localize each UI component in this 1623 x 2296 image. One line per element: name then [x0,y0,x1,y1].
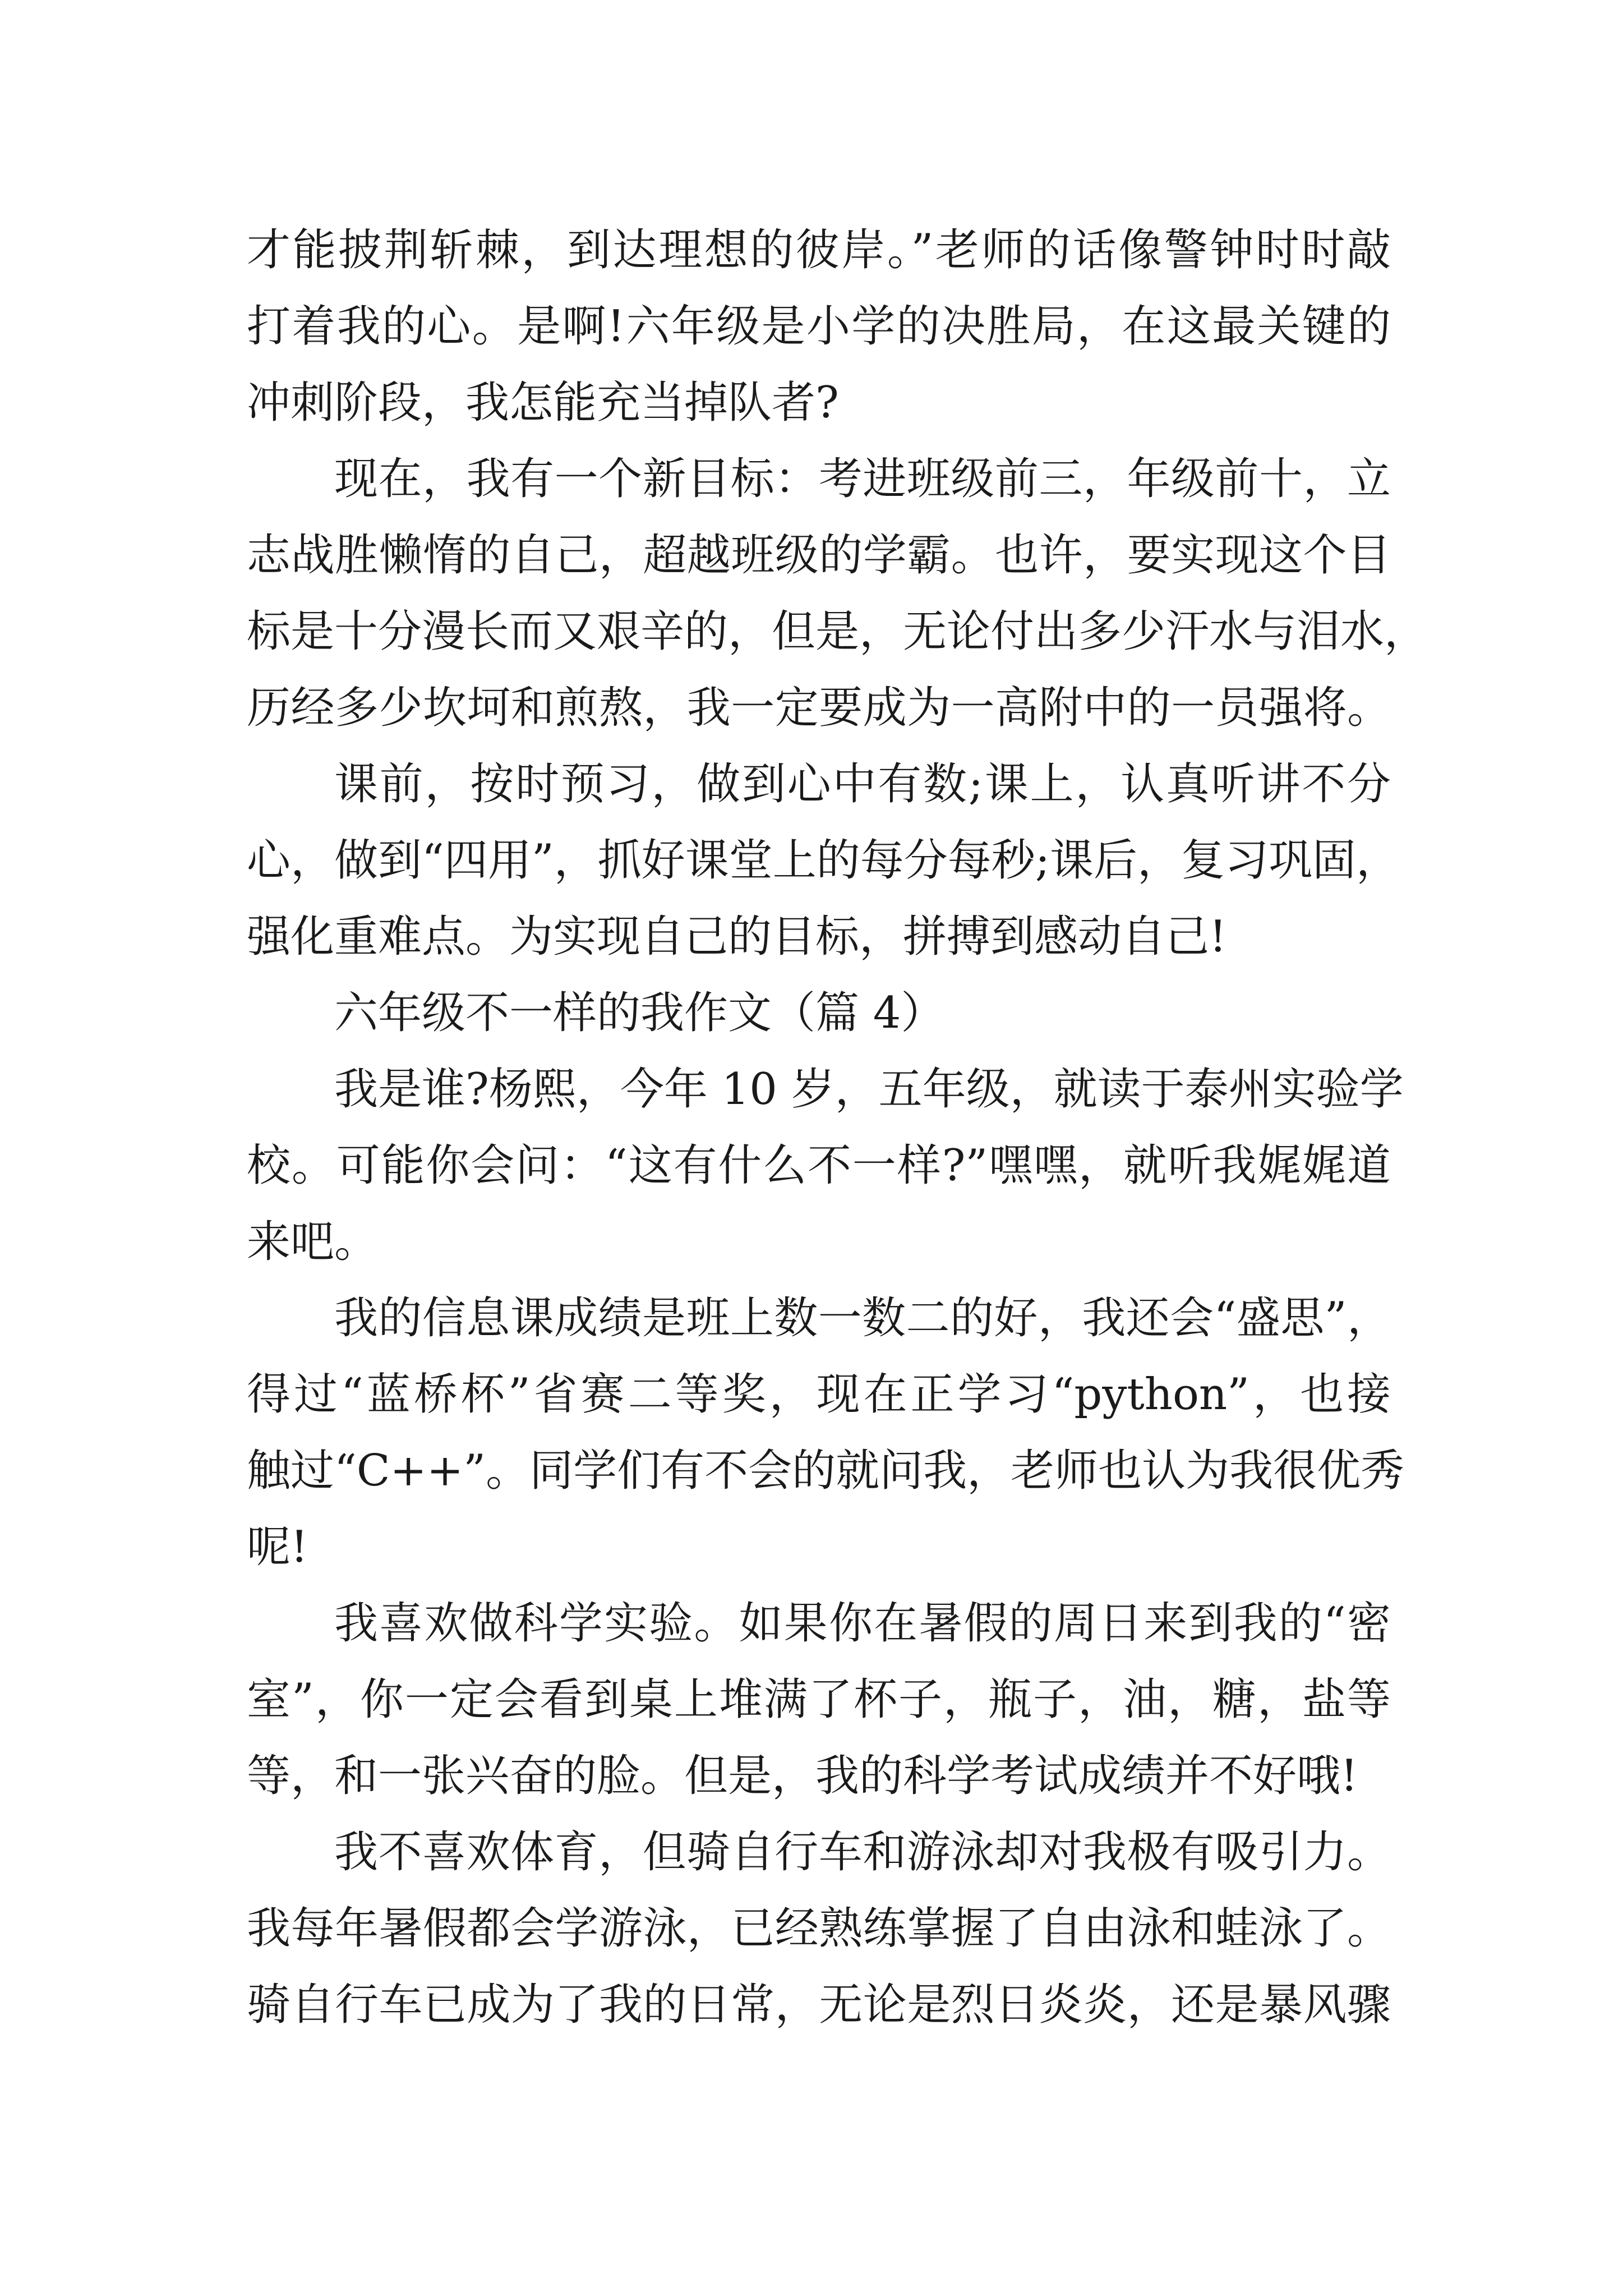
text-line: 我是谁?杨熙，今年 10 岁，五年级，就读于泰州实验学 [334,1064,1404,1115]
text-line: 等，和一张兴奋的脸。但是，我的科学考试成绩并不好哦! [247,1751,1358,1801]
text-line: 冲刺阶段，我怎能充当掉队者? [247,378,839,428]
text-line: 强化重难点。为实现自己的目标，拼搏到感动自己! [247,912,1227,962]
text-line: 得过“蓝桥杯”省赛二等奖，现在正学习“python”，也接 [247,1369,1391,1420]
text-line: 心，做到“四用”，抓好课堂上的每分每秒;课后，复习巩固， [247,835,1400,886]
text-line: 呢! [247,1522,308,1572]
text-line: 我每年暑假都会学游泳，已经熟练掌握了自由泳和蛙泳了。 [247,1903,1391,1954]
text-line: 打着我的心。是啊!六年级是小学的决胜局，在这最关键的 [247,301,1391,352]
text-line: 触过“C++”。同学们有不会的就问我，老师也认为我很优秀 [247,1446,1405,1496]
text-line: 我喜欢做科学实验。如果你在暑假的周日来到我的“密 [334,1598,1391,1649]
text-line: 现在，我有一个新目标：考进班级前三，年级前十，立 [334,454,1391,504]
text-line: 志战胜懒惰的自己，超越班级的学霸。也许，要实现这个目 [247,530,1391,581]
text-line: 我的信息课成绩是班上数一数二的好，我还会“盛思”， [334,1293,1391,1343]
text-line: 标是十分漫长而又艰辛的，但是，无论付出多少汗水与泪水， [247,606,1428,657]
text-line: 历经多少坎坷和煎熬，我一定要成为一高附中的一员强将。 [247,683,1391,733]
text-line: 校。可能你会问：“这有什么不一样?”嘿嘿，就听我娓娓道 [247,1140,1391,1191]
text-line: 课前，按时预习，做到心中有数;课上，认真听讲不分 [334,759,1391,809]
text-line: 我不喜欢体育，但骑自行车和游泳却对我极有吸引力。 [334,1827,1391,1878]
text-line: 来吧。 [247,1217,379,1267]
text-line: 才能披荆斩棘，到达理想的彼岸。”老师的话像警钟时时敲 [247,225,1391,275]
text-line: 骑自行车已成为了我的日常，无论是烈日炎炎，还是暴风骤 [247,1980,1391,2030]
text-line: 室”，你一定会看到桌上堆满了杯子，瓶子，油，糖，盐等 [247,1674,1391,1725]
text-line: 六年级不一样的我作文（篇 4） [334,988,945,1038]
